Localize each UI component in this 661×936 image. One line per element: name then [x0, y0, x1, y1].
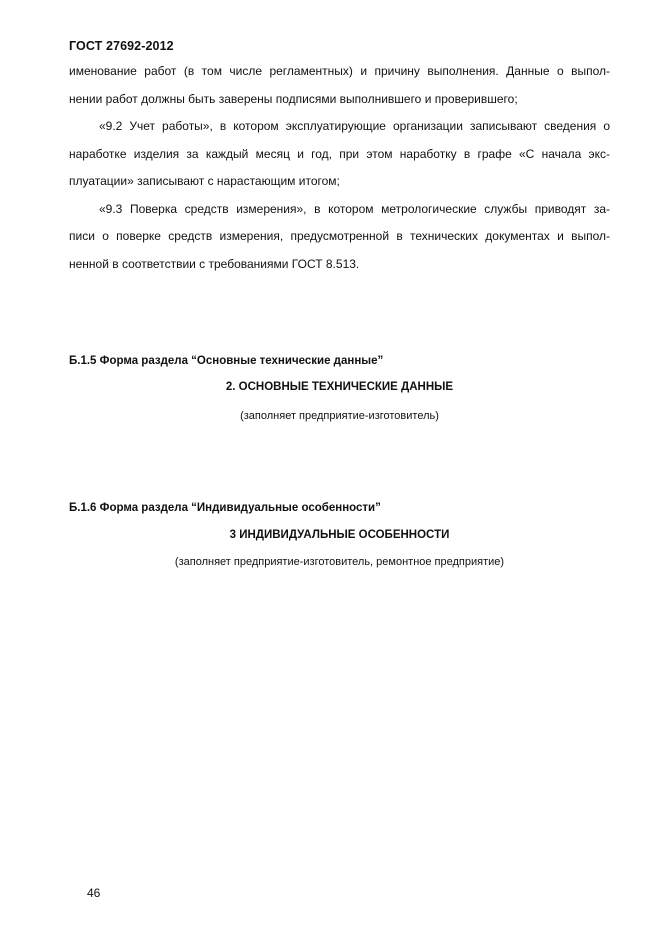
- text-line: писи о поверке средств измерения, предусмотренной в технических документах и выпол-: [69, 229, 610, 243]
- paragraph-work-records: [69, 58, 610, 113]
- paragraph-operation-accounting: [69, 113, 610, 196]
- section-note-technical-data: (заполняет предприятие-изготовитель): [240, 410, 439, 422]
- page-number: 46: [87, 886, 101, 900]
- document-header: ГОСТ 27692-2012: [69, 39, 174, 53]
- text-line: наработке изделия за каждый месяц и год, при этом наработку в графе «С начала экс-: [69, 146, 610, 161]
- section-note-individual-features: (заполняет предприятие-изготовитель, ремонтное предприятие): [174, 556, 505, 568]
- text-line: «9.2 Учет работы», в котором эксплуатирующие организации записывают сведения о: [99, 119, 610, 133]
- section-title-technical-data: 2. ОСНОВНЫЕ ТЕХНИЧЕСКИЕ ДАННЫЕ: [225, 381, 454, 393]
- text-line: «9.3 Поверка средств измерения», в котором метрологические службы приводят за-: [99, 201, 610, 216]
- text-line: плуатации» записывают с нарастающим итогом;: [69, 174, 340, 188]
- text-line: ненной в соответствии с требованиями ГОСТ 8.513.: [69, 256, 360, 271]
- text-line: нении работ должны быть заверены подписями выполнившего и проверившего;: [69, 91, 518, 106]
- paragraph-instrument-verification: [69, 196, 610, 279]
- body-text: [69, 58, 610, 278]
- section-heading-b15: Б.1.5 Форма раздела “Основные технические данные”: [69, 355, 384, 367]
- section-title-individual-features: 3 ИНДИВИДУАЛЬНЫЕ ОСОБЕННОСТИ: [229, 529, 450, 541]
- text-line: именование работ (в том числе регламентных) и причину выполнения. Данные о выпол-: [69, 64, 610, 78]
- section-heading-b16: Б.1.6 Форма раздела “Индивидуальные особенности”: [69, 502, 381, 514]
